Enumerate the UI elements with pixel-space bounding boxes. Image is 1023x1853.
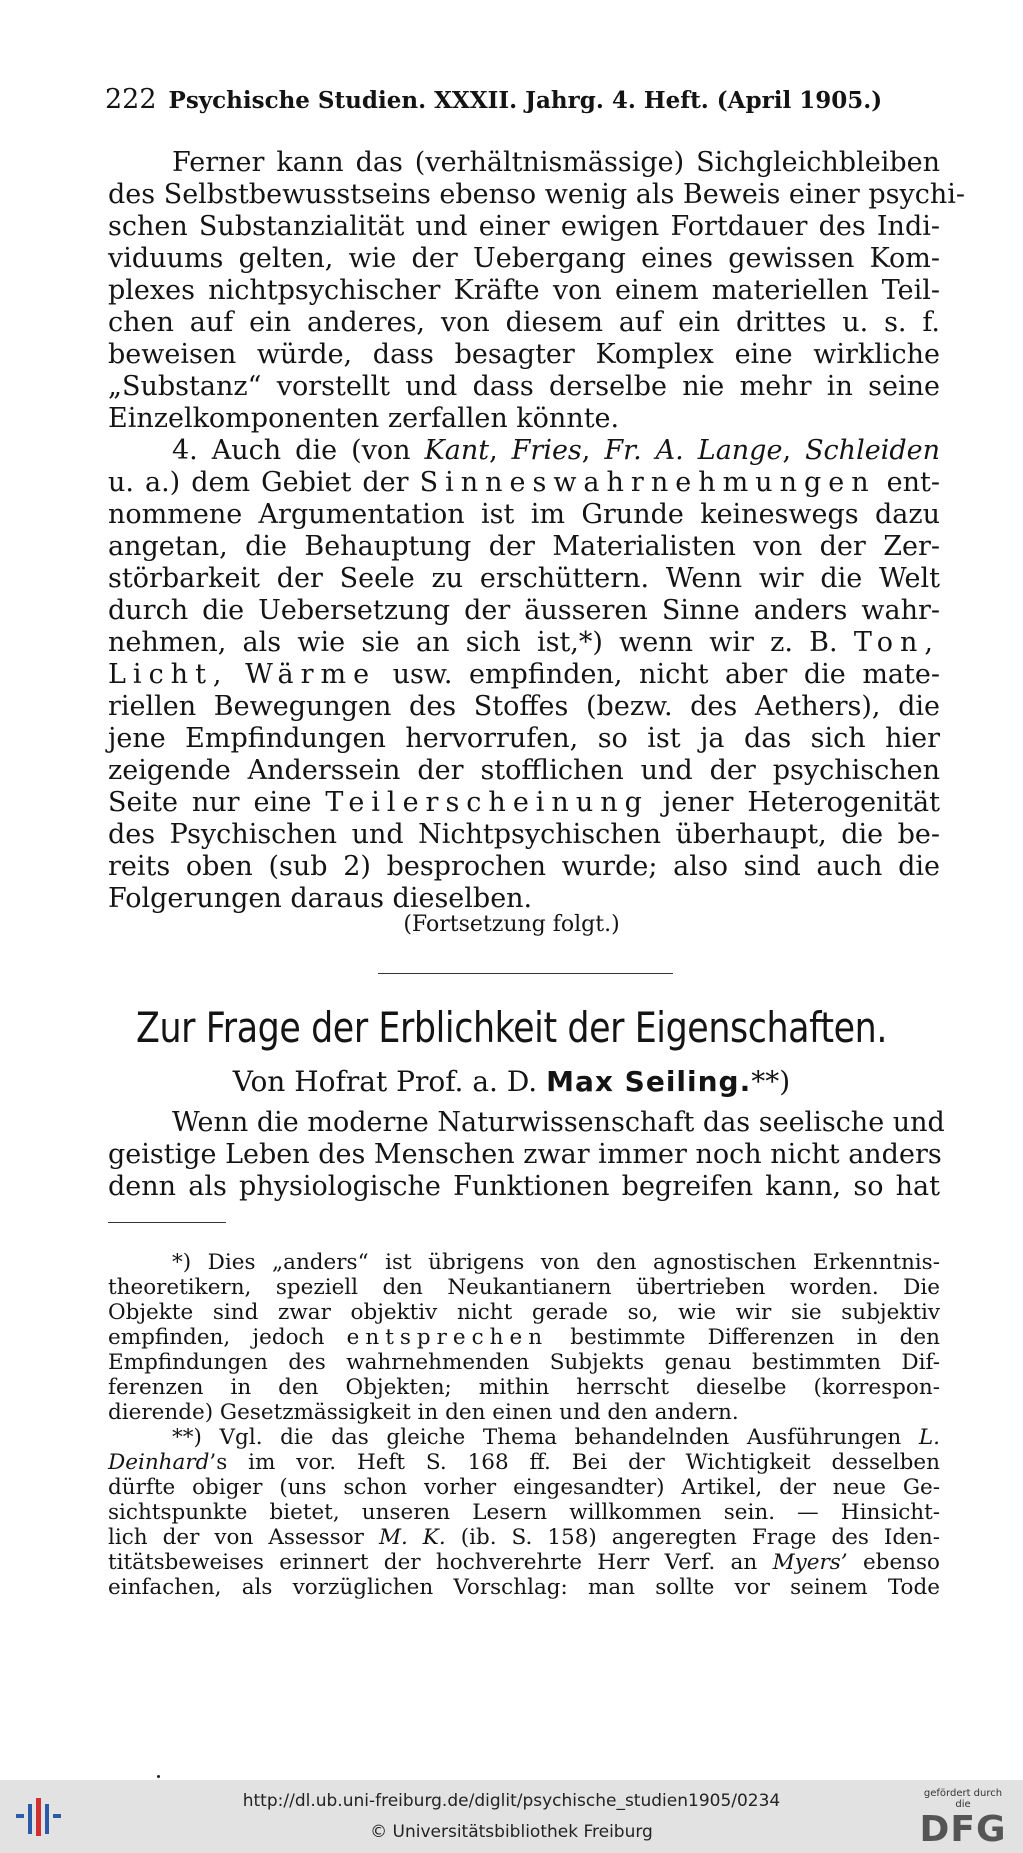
emphasis-spaced: Sinneswahrnehmungen xyxy=(419,467,876,498)
name-kant: Kant xyxy=(424,435,490,466)
emphasis-spaced: Wärme xyxy=(245,659,377,690)
text-run: (ib. S. 158) angeregten Frage des Iden- xyxy=(460,1525,940,1550)
paragraph-line: des Psychischen und Nichtpsychischen überhaupt, die be- xyxy=(108,819,940,850)
text-run: bestimmte Differenzen in den xyxy=(570,1325,940,1350)
name-fries: Fries xyxy=(511,435,582,466)
footnote-line: einfachen, als vorzüglichen Vorschlag: man sollte vor seinem Tode xyxy=(108,1575,940,1600)
paragraph-line xyxy=(108,659,940,691)
stray-mark xyxy=(157,1775,160,1778)
name-mk: M. K. xyxy=(378,1525,446,1550)
text-run: **) Vgl. die das gleiche Thema behandelnden Ausführungen xyxy=(172,1425,902,1450)
section-divider xyxy=(378,973,673,974)
footnote-line xyxy=(108,1525,940,1550)
paragraph-line: jene Empfindungen hervorrufen, so ist ja das sich hier xyxy=(108,723,940,754)
name-schleiden: Schleiden xyxy=(805,435,940,466)
text-run: empfinden, jedoch xyxy=(108,1325,325,1350)
paragraph-line: reits oben (sub 2) besprochen wurde; also sind auch die xyxy=(108,851,940,882)
footnote-line xyxy=(108,1325,940,1350)
text-run: Seite nur eine xyxy=(108,787,312,818)
dfg-caption: gefördert durch die xyxy=(923,1788,1003,1810)
paragraph-line xyxy=(108,627,940,659)
paragraph-line: denn als physiologische Funktionen begreifen kann, so hat xyxy=(108,1171,940,1202)
author-name: Max Seiling. xyxy=(546,1065,752,1098)
paragraph-line: Folgerungen daraus dieselben. xyxy=(108,883,533,914)
text-run: usw. empfinden, nicht aber die mate- xyxy=(392,659,940,690)
paragraph-line: störbarkeit der Seele zu erschüttern. Wenn wir die Welt xyxy=(108,563,940,594)
paragraph-line: beweisen würde, dass besagter Komplex eine wirkliche xyxy=(108,339,940,370)
text-run: ebenso xyxy=(862,1550,940,1575)
footnote-line xyxy=(108,1550,940,1575)
text-run: jener Heterogenität xyxy=(662,787,940,818)
footnote-line: Empfindungen des wahrnehmenden Subjekts genau bestimmten Dif- xyxy=(108,1350,940,1375)
name-lange: Fr. A. Lange xyxy=(604,435,783,466)
article-title: Zur Frage der Erblichkeit der Eigenschaften. xyxy=(135,1003,888,1052)
viewer-footer xyxy=(0,1780,1023,1853)
footnote-marker: **) xyxy=(751,1065,791,1098)
paragraph-line: des Selbstbewusstseins ebenso wenig als Beweis einer psychi- xyxy=(108,179,966,210)
emphasis-spaced: Licht, xyxy=(108,659,229,690)
footnote-line: *) Dies „anders“ ist übrigens von den agnostischen Erkenntnis- xyxy=(172,1250,940,1275)
name-deinhard: Deinhard xyxy=(108,1450,210,1475)
text-run: , xyxy=(782,435,792,466)
paragraph-line: riellen Bewegungen des Stoffes (bezw. des Aethers), die xyxy=(108,691,940,722)
paragraph-line: Einzelkomponenten zerfallen könnte. xyxy=(108,403,620,434)
running-header xyxy=(105,84,945,115)
name-italic: L. xyxy=(918,1425,941,1450)
paragraph-line: viduums gelten, wie der Uebergang eines gewissen Kom- xyxy=(108,243,940,274)
text-run: , xyxy=(489,435,498,466)
paragraph-line: plexes nichtpsychischer Kräfte von einem materiellen Teil- xyxy=(108,275,940,306)
footnote-line: dierende) Gesetzmässigkeit in den einen und den andern. xyxy=(108,1400,739,1425)
paragraph-line: geistige Leben des Menschen zwar immer noch nicht anders xyxy=(108,1139,942,1170)
article-author xyxy=(0,1065,1023,1098)
paragraph-line: Wenn die moderne Naturwissenschaft das seelische und xyxy=(172,1107,945,1138)
paragraph-line: „Substanz“ vorstellt und dass derselbe nie mehr in seine xyxy=(108,371,940,402)
emphasis-spaced: Ton, xyxy=(853,627,940,658)
paragraph-line xyxy=(108,435,940,467)
paragraph-line: schen Substanzialität und einer ewigen Fortdauer des Indi- xyxy=(108,211,940,242)
copyright-text: © Universitätsbibliothek Freiburg xyxy=(370,1822,653,1842)
footnote-line xyxy=(108,1450,940,1475)
emphasis-spaced: entsprechen xyxy=(346,1325,549,1350)
continued-note: (Fortsetzung folgt.) xyxy=(403,912,620,937)
footnote-line: ferenzen in den Objekten; mithin herrscht dieselbe (korrespon- xyxy=(108,1375,940,1400)
footnote-line: sichtspunkte bietet, unseren Lesern willkommen sein. — Hinsicht- xyxy=(108,1500,940,1525)
footnote-line xyxy=(108,1425,940,1450)
running-title: Psychische Studien. XXXII. Jahrg. 4. Heft. (April 1905.) xyxy=(168,87,883,114)
document-url-link[interactable]: http://dl.ub.uni-freiburg.de/diglit/psychische_studien1905/0234 xyxy=(242,1791,781,1811)
text-run: 4. Auch die (von xyxy=(172,435,411,466)
text-run: titätsbeweises erinnert der hochverehrte Herr Verf. an xyxy=(108,1550,758,1575)
author-prefix: Von Hofrat Prof. a. D. xyxy=(232,1065,538,1098)
text-run: nehmen, als wie sie an sich ist,*) wenn wir z. B. xyxy=(108,627,838,658)
emphasis-spaced: Teilerscheinung xyxy=(325,787,649,818)
page-number: 222 xyxy=(105,84,157,115)
text-run: , xyxy=(581,435,591,466)
text-run: lich der von Assessor xyxy=(108,1525,364,1550)
paragraph-line xyxy=(108,467,940,499)
name-myers: Myers’ xyxy=(772,1550,848,1575)
paragraph-line: angetan, die Behauptung der Materialisten von der Zer- xyxy=(108,531,940,562)
text-run: ’s im vor. Heft S. 168 ff. Bei der Wichtigkeit desselben xyxy=(209,1450,940,1475)
footnote-rule xyxy=(108,1222,226,1223)
footnote-line: dürfte obiger (uns schon vorher eingesandter) Artikel, der neue Ge- xyxy=(108,1475,940,1500)
dfg-logo[interactable] xyxy=(915,1788,1011,1850)
text-run: u. a.) dem Gebiet der xyxy=(108,467,409,498)
text-run: ent- xyxy=(886,467,940,498)
paragraph-line: nommene Argumentation ist im Grunde keineswegs dazu xyxy=(108,499,940,530)
paragraph-line: zeigende Anderssein der stofflichen und der psychischen xyxy=(108,755,940,786)
paragraph-line: Ferner kann das (verhältnismässige) Sichgleichbleiben xyxy=(172,147,940,178)
paragraph-line xyxy=(108,787,940,819)
footnote-line: Objekte sind zwar objektiv nicht gerade so, wie wir sie subjektiv xyxy=(108,1300,940,1325)
paragraph-line: durch die Uebersetzung der äusseren Sinne anders wahr- xyxy=(108,595,940,626)
paragraph-line: chen auf ein anderes, von diesem auf ein drittes u. s. f. xyxy=(108,307,940,338)
dfg-wordmark: DFG xyxy=(919,1809,1007,1850)
footnote-line: theoretikern, speziell den Neukantianern übertrieben worden. Die xyxy=(108,1275,940,1300)
